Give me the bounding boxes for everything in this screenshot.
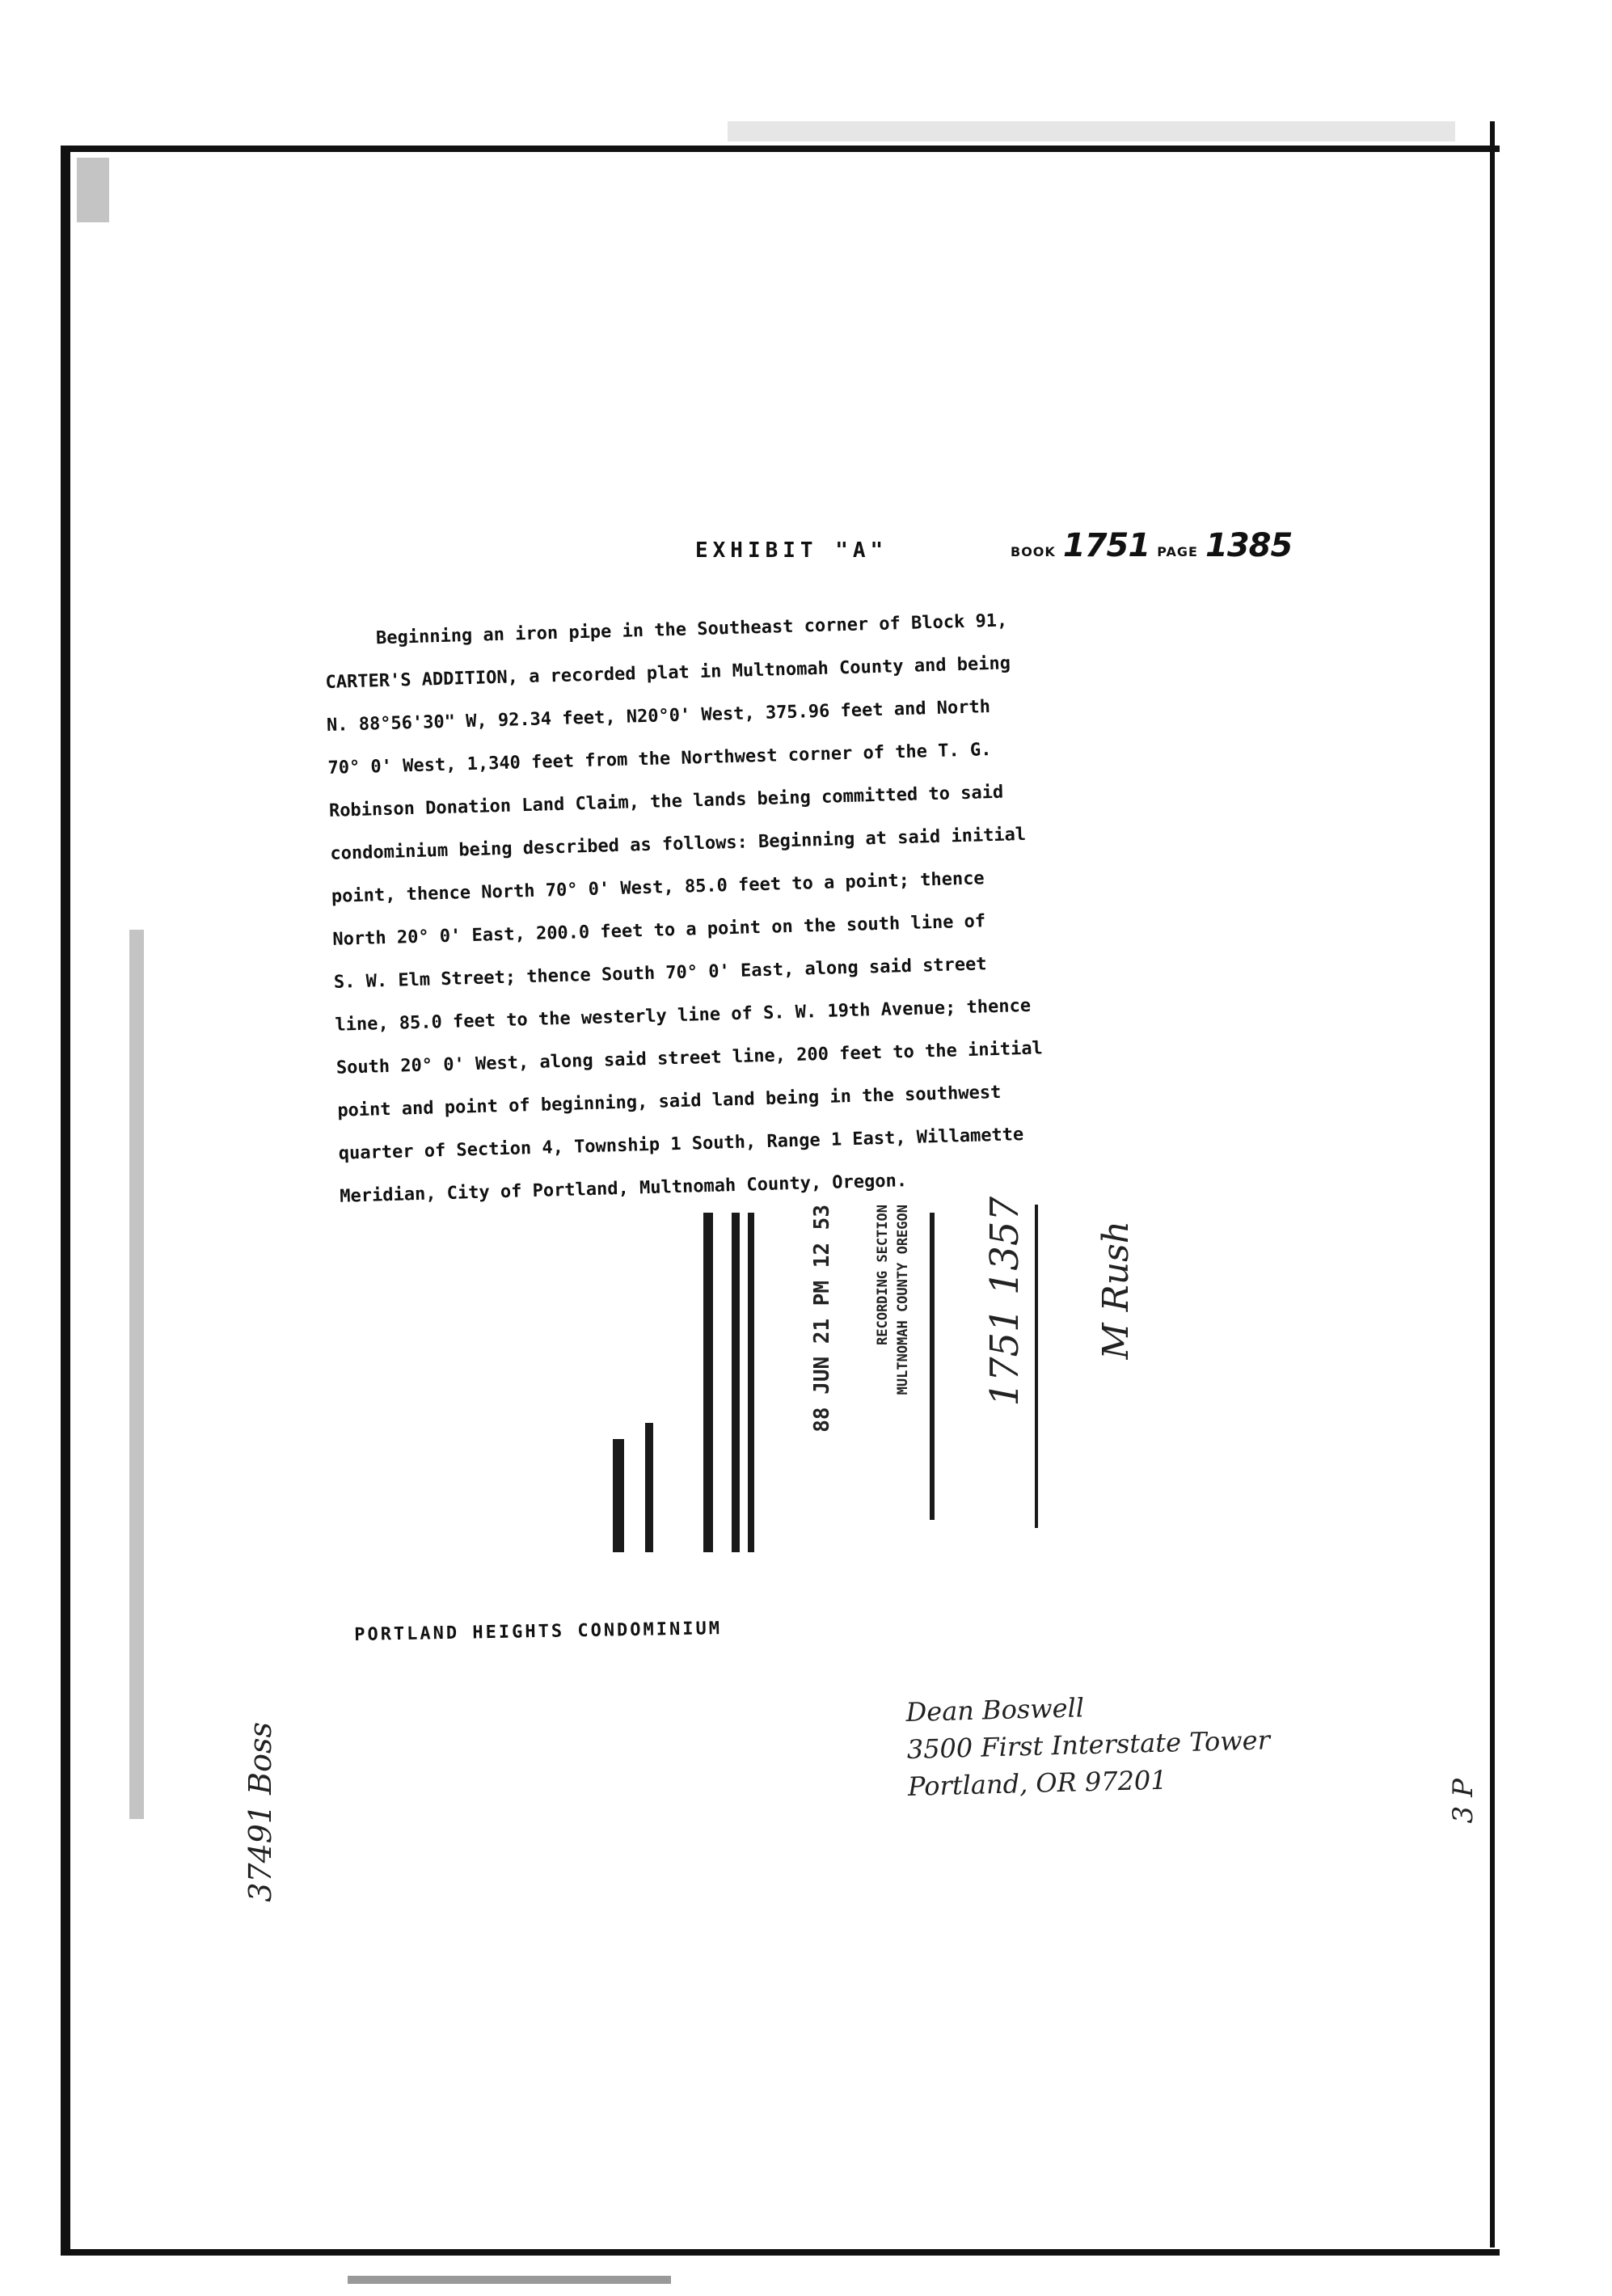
margin-note-left: 37491 Boss [243,1722,278,1902]
recording-office: RECORDING SECTION [875,1205,891,1345]
page-number: 1385 [1205,527,1293,564]
book-number: 1751 [1062,527,1150,564]
legal-description [323,578,1424,1230]
scan-artifact [348,2276,671,2284]
legal-line: line, 85.0 feet to the westerly line of S. W. 19th Avenue; thence [335,995,1032,1036]
legal-line: South 20° 0' West, along said street line, 200 feet to the initial [335,1037,1044,1078]
recording-date: 88 JUN 21 PM 12 53 [810,1205,834,1433]
return-address [905,1684,1272,1805]
top-border [61,146,1500,152]
scan-artifact [77,158,109,222]
return-address-line: 3500 First Interstate Tower [906,1724,1271,1765]
legal-line: point and point of beginning, said land being in the southwest [337,1082,1002,1121]
stamp-rule [1035,1205,1038,1528]
legal-line: Robinson Donation Land Claim, the lands being committed to said [328,782,1004,821]
recorder-signature: M Rush [1095,1221,1137,1360]
book-page-reference [1011,527,1292,564]
legal-line: point, thence North 70° 0' West, 85.0 feet to a point; thence [331,867,985,907]
legal-line: 70° 0' West, 1,340 feet from the Northwest corner of the T. G. [327,739,992,779]
margin-note-right: 3 P [1447,1779,1479,1824]
handwritten-book-page: 1751 1357 [982,1197,1028,1407]
recording-county: MULTNOMAH COUNTY OREGON [895,1205,911,1395]
legal-line: Beginning an iron pipe in the Southeast corner of Block 91, [375,610,1008,648]
legal-line: quarter of Section 4, Township 1 South, Range 1 East, Willamette [338,1124,1024,1164]
legal-line: North 20° 0' East, 200.0 feet to a point on the south line of [332,910,986,950]
left-border [61,150,70,2256]
exhibit-title: EXHIBIT "A" [695,538,888,563]
stamp-rule [930,1213,935,1520]
bottom-border [61,2249,1500,2256]
right-border [1490,121,1495,2247]
stamp-ledger-bar [703,1213,713,1552]
return-address-line: Dean Boswell [905,1692,1085,1728]
book-prefix: BOOK [1011,544,1056,559]
legal-line: S. W. Elm Street; thence South 70° 0' East, along said street [333,953,987,993]
legal-line: N. 88°56'30" W, 92.34 feet, N20°0' West, 375.96 feet and North [326,696,991,736]
legal-line: Meridian, City of Portland, Multnomah County, Oregon. [339,1170,908,1207]
return-address-line: Portland, OR 97201 [907,1764,1168,1802]
legal-line: condominium being described as follows: Beginning at said initial [330,824,1027,864]
scan-artifact [129,930,144,1819]
stamp-ledger-bar [645,1423,653,1552]
scan-artifact [728,121,1455,141]
stamp-ledger-bar [613,1439,624,1552]
stamp-ledger-bar [732,1213,740,1552]
stamp-ledger-bar [748,1213,754,1552]
condominium-name: PORTLAND HEIGHTS CONDOMINIUM [354,1619,723,1645]
legal-line: CARTER'S ADDITION, a recorded plat in Multnomah County and being [325,652,1011,693]
page-prefix: PAGE [1157,544,1198,559]
